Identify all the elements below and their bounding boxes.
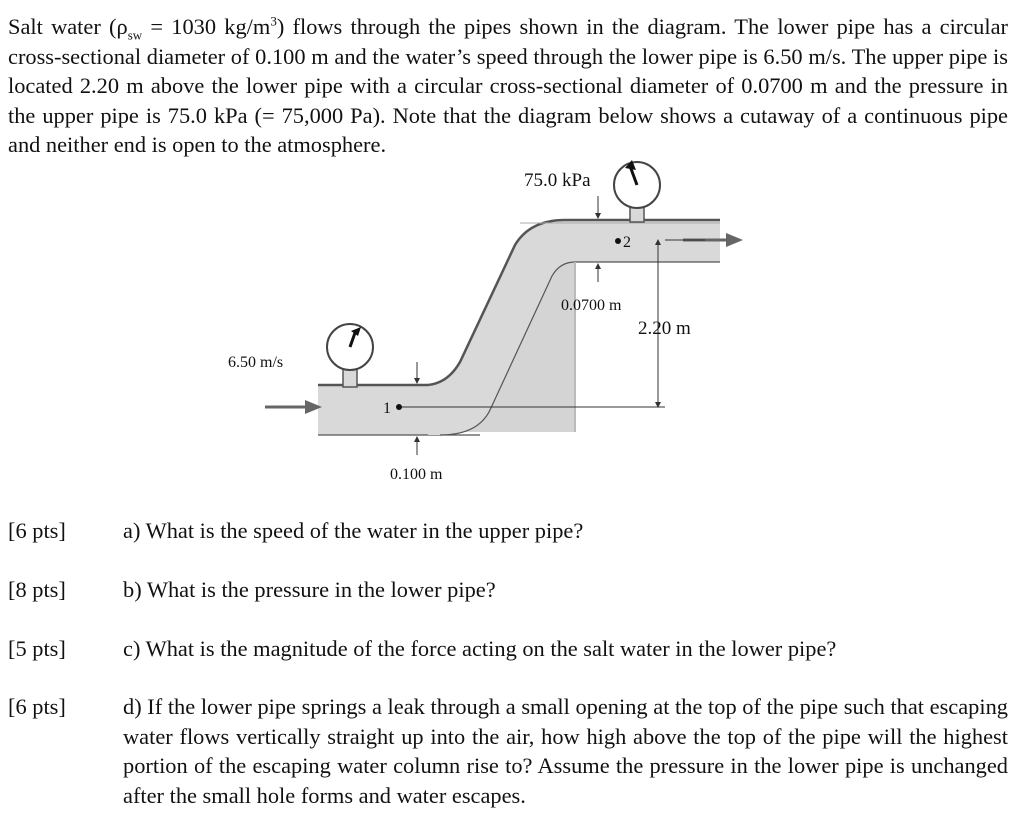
cubed-superscript: 3 [270, 13, 277, 29]
question-text: d) If the lower pipe springs a leak through a small opening at the top of the pipe such that escaping water flows vertically straight up into the air, how high above the top of the pipe will the highest portion of the escaping water column rise to? Assume the pressure in the lower pipe is unchanged after the small hole forms and water escapes. [123, 694, 1008, 808]
intro-text-c: ) flows through the pipes shown in the diagram. The lower pipe has a circular cross-sectional diameter of 0.100 m and the water’s speed through the lower pipe is 6.50 m/s. The upper pipe is located 2.20 m above the lower pipe with a circular cross-sectional diameter of 0.0700 m and the pressure in the upper pipe is 75.0 kPa (= 75,000 Pa). Note that the diagram below shows a cutaway of a continuous pipe and neither end is open to the atmosphere. [8, 14, 1008, 157]
question-points: [8 pts] [8, 577, 66, 602]
question-points: [6 pts] [8, 518, 66, 543]
point-1-label: 1 [383, 400, 391, 417]
pipe-diagram [0, 160, 1024, 500]
inflow-arrow [265, 400, 322, 414]
question-points: [6 pts] [8, 694, 66, 719]
question-text: c) What is the magnitude of the force acting on the salt water in the lower pipe? [123, 636, 837, 661]
lower-diameter-label: 0.100 m [390, 466, 443, 483]
gauge-upper-label: 75.0 kPa [524, 170, 591, 191]
rho-subscript: sw [127, 27, 143, 43]
intro-text-a: Salt water (ρ [8, 14, 128, 39]
point-1-dot [396, 404, 402, 410]
lower-pipe [318, 385, 428, 435]
question-points: [5 pts] [8, 636, 66, 661]
upper-pressure-gauge [614, 160, 660, 222]
height-label: 2.20 m [638, 318, 691, 339]
point-2-label: 2 [623, 234, 631, 251]
intro-text-b: = 1030 kg/m [142, 14, 271, 39]
upper-diameter-label: 0.0700 m [561, 297, 622, 314]
point-2-dot [615, 238, 621, 244]
lower-speed-label: 6.50 m/s [228, 354, 284, 371]
problem-statement [8, 12, 1008, 160]
question-text: a) What is the speed of the water in the upper pipe? [123, 518, 584, 543]
lower-pressure-gauge [327, 324, 373, 387]
question-text: b) What is the pressure in the lower pipe? [123, 577, 496, 602]
